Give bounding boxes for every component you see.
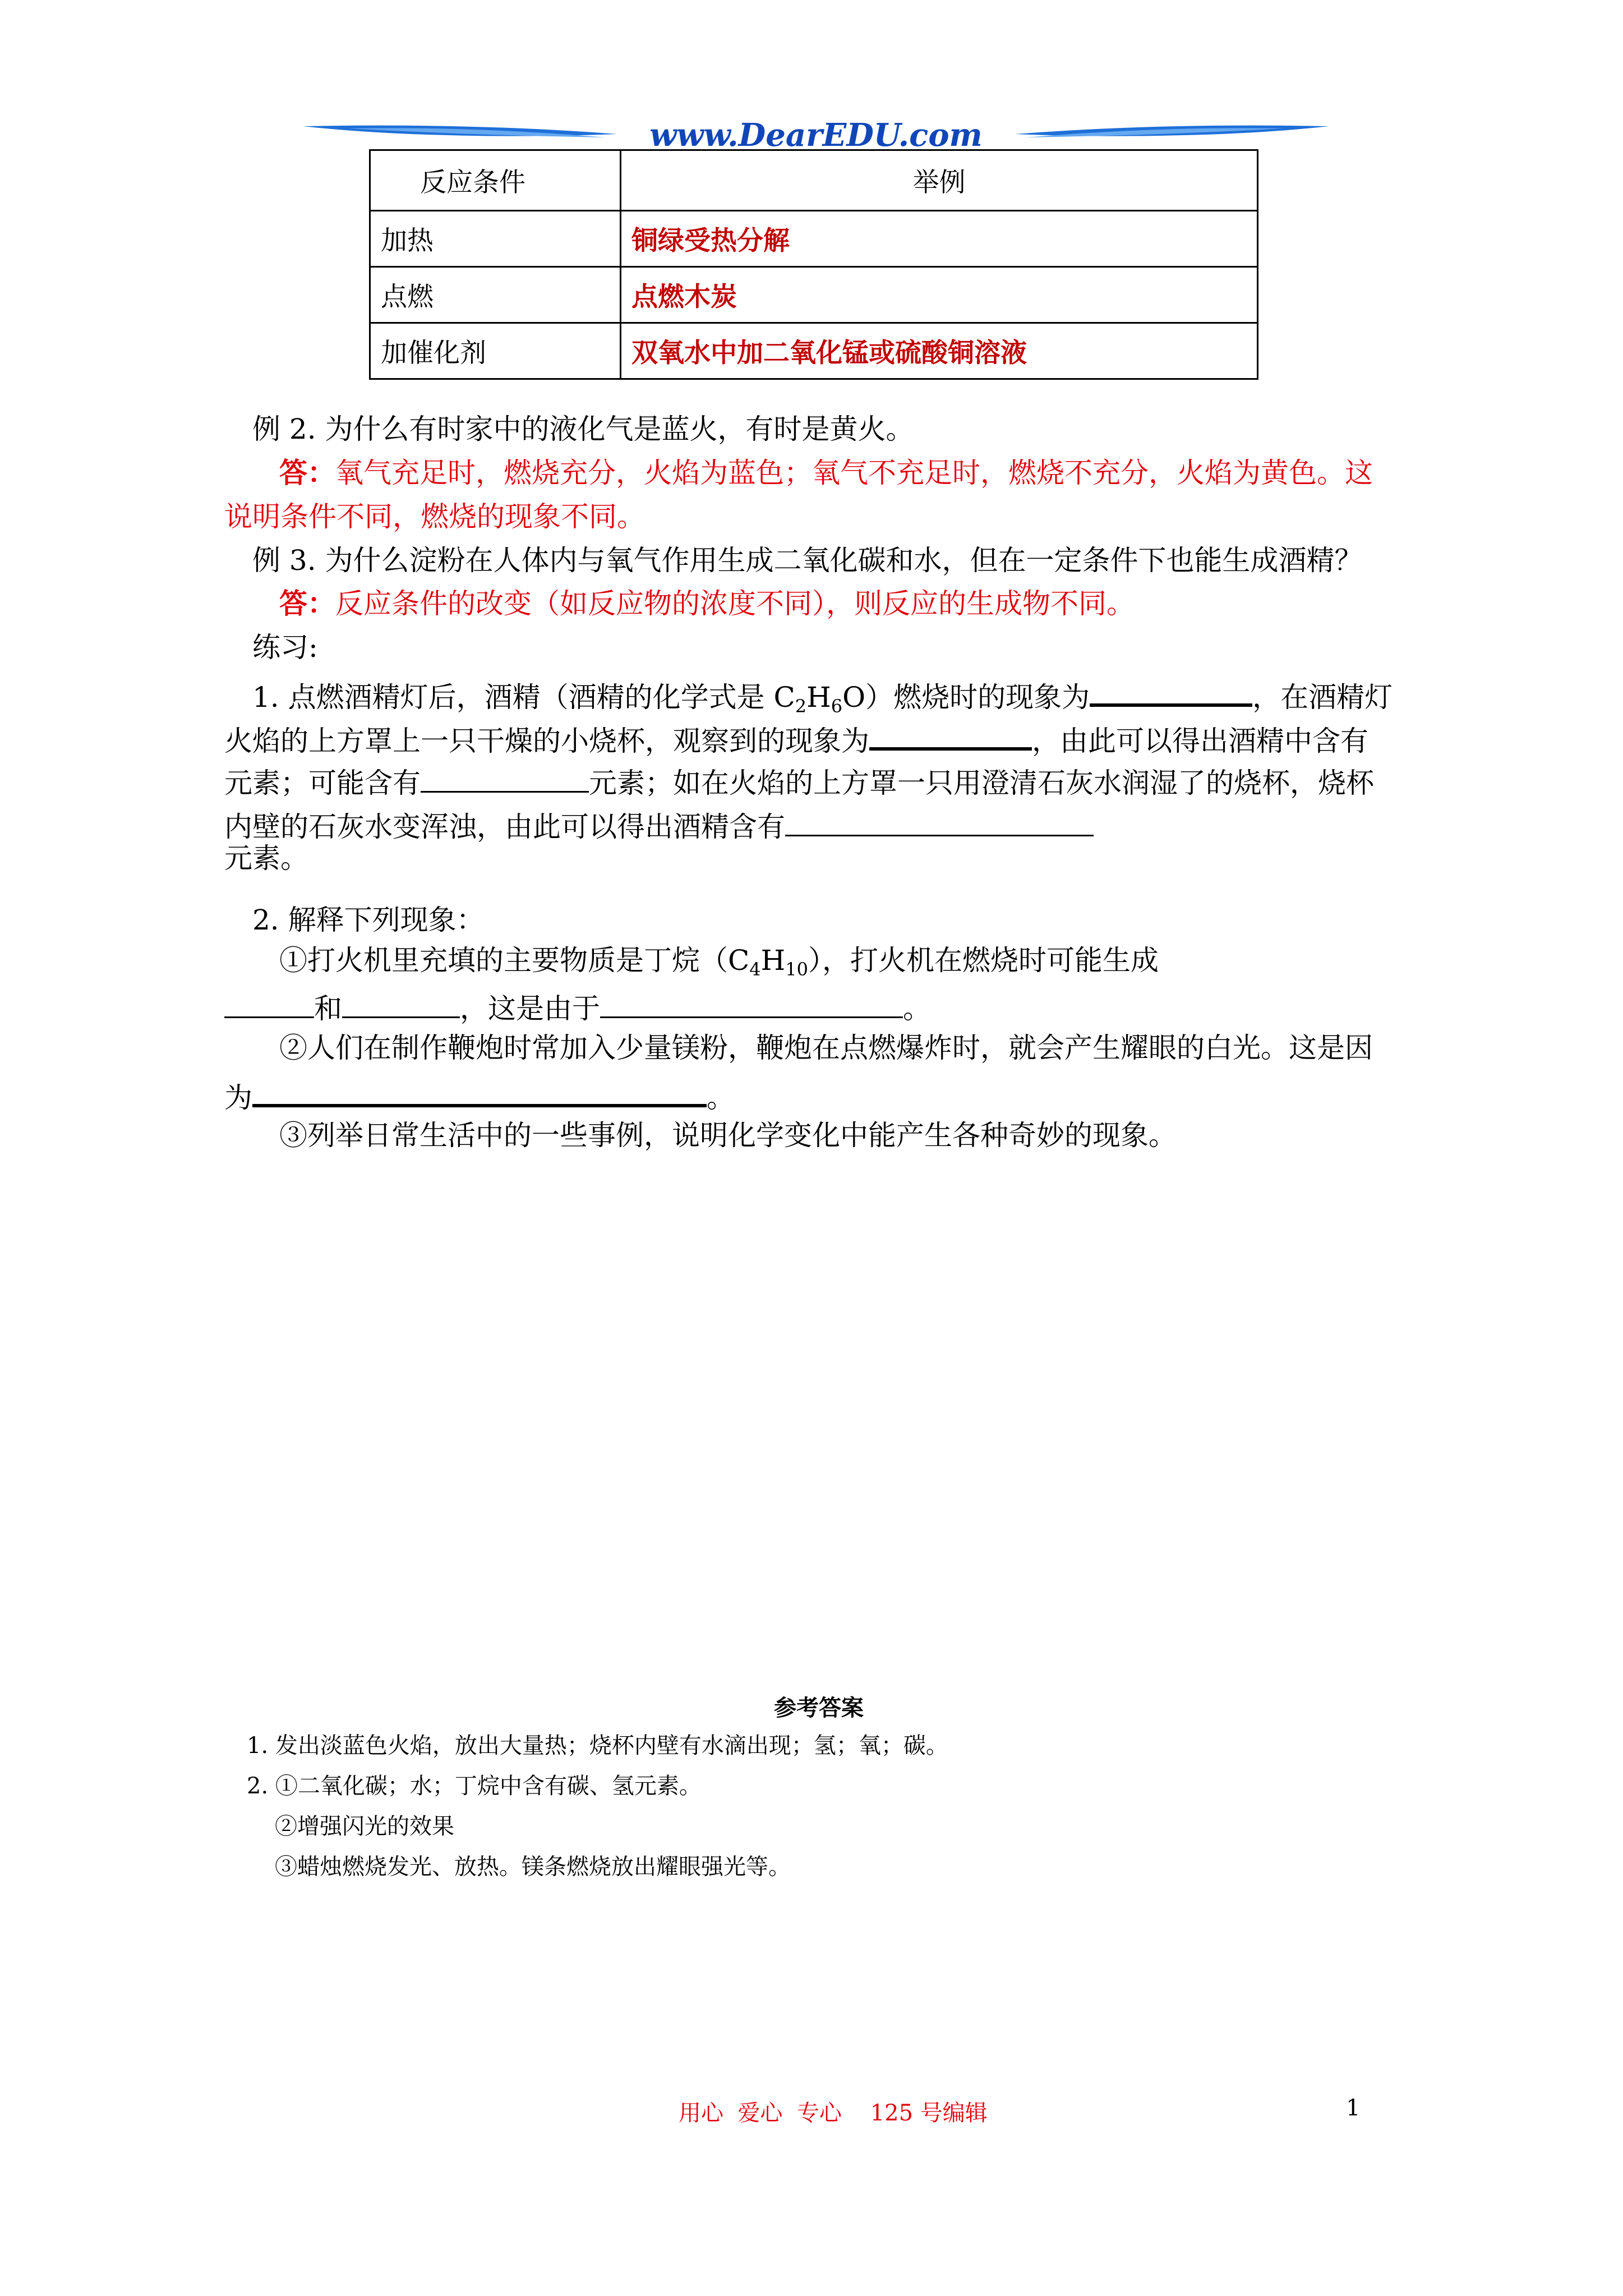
q2-part1-line2 bbox=[224, 987, 1430, 1025]
q2-part3: ③列举日常生活中的一些事例，说明化学变化中能产生各种奇妙的现象。 bbox=[279, 1119, 1177, 1152]
table-row bbox=[370, 267, 1258, 323]
answer-blank[interactable] bbox=[421, 762, 589, 793]
table-cell-example: 铜绿受热分解 bbox=[621, 211, 1258, 267]
example3-answer-text: 反应条件的改变（如反应物的浓度不同），则反应的生成物不同。 bbox=[335, 587, 1135, 620]
q2-title: 2. 解释下列现象： bbox=[252, 904, 485, 936]
q1-line5: 元素。 bbox=[224, 842, 308, 875]
table-cell-condition: 加催化剂 bbox=[370, 323, 621, 379]
page-number: 1 bbox=[1346, 2095, 1361, 2121]
table-cell-example: 点燃木炭 bbox=[621, 267, 1258, 323]
q1-text: H bbox=[806, 681, 831, 714]
example2-answer-line2: 说明条件不同，燃烧的现象不同。 bbox=[224, 500, 645, 533]
q2-part2-line1: ②人们在制作鞭炮时常加入少量镁粉，鞭炮在点燃爆炸时，就会产生耀眼的白光。这是因 bbox=[279, 1032, 1373, 1064]
q1-text: 元素；可能含有 bbox=[224, 767, 421, 799]
example3-answer-label: 答： bbox=[279, 587, 335, 620]
q1-line2 bbox=[224, 718, 1430, 758]
q2-part2-line2 bbox=[224, 1075, 1430, 1115]
example2-answer-line1 bbox=[279, 456, 1485, 490]
q2-text: ①打火机里充填的主要物质是丁烷（C bbox=[279, 944, 750, 977]
q1-text: ，在酒精灯 bbox=[1252, 681, 1393, 714]
q1-line3 bbox=[224, 762, 1430, 800]
q1-text: O）燃烧时的现象为 bbox=[842, 681, 1090, 714]
q2-part1-line1 bbox=[279, 944, 1485, 980]
subscript: 6 bbox=[831, 696, 843, 717]
q2-text: 和 bbox=[314, 992, 342, 1025]
table-cell-condition: 加热 bbox=[370, 211, 621, 267]
example3-answer bbox=[279, 587, 1485, 620]
answers-title: 参考答案 bbox=[774, 1695, 864, 1721]
q2-text: 。 bbox=[903, 992, 931, 1025]
example3-question: 例 3. 为什么淀粉在人体内与氧气作用生成二氧化碳和水，但在一定条件下也能生成酒精？ bbox=[252, 544, 1363, 577]
answer-blank[interactable] bbox=[785, 806, 1094, 836]
answer-blank[interactable] bbox=[252, 1075, 707, 1107]
q1-text: 1. 点燃酒精灯后，酒精（酒精的化学式是 C bbox=[252, 681, 795, 714]
banner-logo-text: www.DearEDU.com bbox=[649, 117, 983, 154]
subscript: 2 bbox=[795, 696, 807, 717]
table-header-row bbox=[370, 150, 1258, 211]
answer-blank[interactable] bbox=[600, 987, 903, 1018]
example2-question: 例 2. 为什么有时家中的液化气是蓝火，有时是黄火。 bbox=[252, 413, 914, 445]
answer-blank[interactable] bbox=[224, 987, 314, 1018]
subscript: 10 bbox=[785, 959, 808, 980]
q2-text: 为 bbox=[224, 1082, 252, 1114]
table-cell-condition: 点燃 bbox=[370, 267, 621, 323]
q1-text: 火焰的上方罩上一只干燥的小烧杯，观察到的现象为 bbox=[224, 725, 869, 757]
table-cell-example: 双氧水中加二氧化锰或硫酸铜溶液 bbox=[621, 323, 1258, 379]
q1-line4 bbox=[224, 806, 1430, 844]
q2-text: H bbox=[760, 944, 786, 977]
answer-2c: ③蜡烛燃烧发光、放热。镁条燃烧放出耀眼强光等。 bbox=[275, 1854, 791, 1880]
table-row bbox=[370, 211, 1258, 267]
q2-text: 。 bbox=[707, 1082, 735, 1114]
answer-2: 2. ①二氧化碳；水；丁烷中含有碳、氢元素。 bbox=[247, 1773, 702, 1799]
table-header-condition: 反应条件 bbox=[370, 150, 621, 211]
q1-text: 内壁的石灰水变浑浊，由此可以得出酒精含有 bbox=[224, 811, 785, 843]
q1-text: 元素；如在火焰的上方罩一只用澄清石灰水润湿了的烧杯，烧杯 bbox=[589, 767, 1374, 799]
table-row bbox=[370, 323, 1258, 379]
answer-1: 1. 发出淡蓝色火焰，放出大量热；烧杯内壁有水滴出现；氢；氧；碳。 bbox=[247, 1733, 948, 1759]
subscript: 4 bbox=[749, 959, 761, 980]
q1-line1 bbox=[252, 674, 1458, 717]
answer-blank[interactable] bbox=[1090, 674, 1252, 707]
answer-blank[interactable] bbox=[869, 718, 1032, 751]
q1-text: ，由此可以得出酒精中含有 bbox=[1032, 725, 1368, 757]
example2-answer-text: 氧气充足时，燃烧充分，火焰为蓝色；氧气不充足时，燃烧不充分，火焰为黄色。这 bbox=[335, 457, 1373, 489]
practice-title: 练习: bbox=[252, 631, 318, 664]
table-header-example: 举例 bbox=[621, 150, 1258, 211]
q2-text: ，这是由于 bbox=[460, 992, 600, 1025]
example2-answer-label: 答： bbox=[279, 456, 335, 489]
answer-2b: ②增强闪光的效果 bbox=[275, 1814, 454, 1839]
answer-blank[interactable] bbox=[342, 987, 460, 1018]
footer-text: 用心 爱心 专心 125 号编辑 bbox=[679, 2100, 988, 2126]
q2-text: ），打火机在燃烧时可能生成 bbox=[808, 944, 1159, 977]
reaction-condition-table bbox=[369, 149, 1258, 380]
